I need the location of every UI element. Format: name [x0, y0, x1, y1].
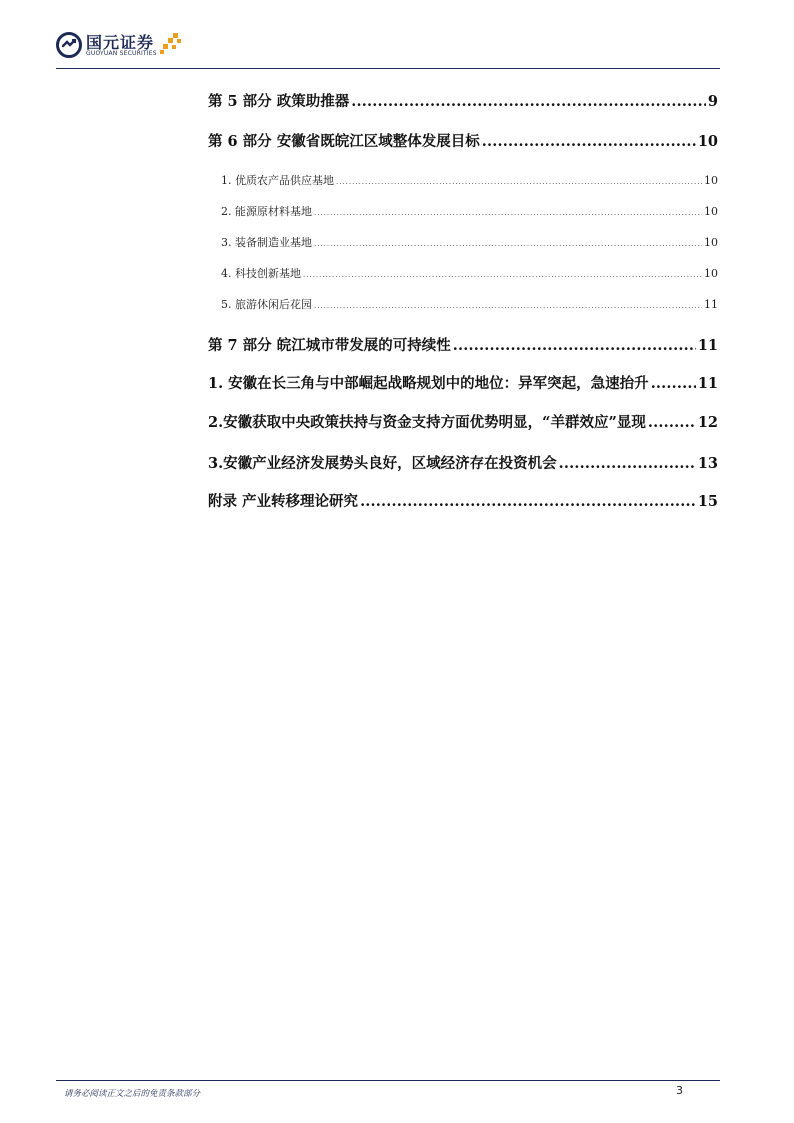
toc-leader-dots: [314, 209, 702, 217]
toc-leader-dots: [351, 93, 706, 110]
toc-entry-page: 11: [697, 375, 718, 392]
guoyuan-logo-icon: [56, 32, 82, 58]
toc-entry-page: 11: [697, 337, 718, 354]
toc-entry[interactable]: [208, 452, 718, 473]
toc-entry-page: 10: [704, 267, 718, 280]
footer-divider: [56, 1080, 720, 1081]
toc-leader-dots: [651, 375, 696, 392]
toc-entry-label: 1. 优质农产品供应基地: [221, 174, 334, 187]
toc-entry[interactable]: [208, 203, 718, 219]
toc-entry[interactable]: [208, 234, 718, 250]
toc-entry-label: 3. 装备制造业基地: [221, 236, 312, 249]
toc-entry-label: 1. 安徽在长三角与中部崛起战略规划中的地位：异军突起，急速抬升: [208, 375, 649, 392]
toc-leader-dots: [336, 178, 702, 186]
toc-leader-dots: [482, 133, 696, 150]
toc-entry-label: 3.安徽产业经济发展势头良好，区域经济存在投资机会: [208, 455, 557, 472]
toc-entry-page: 13: [697, 455, 718, 472]
toc-entry[interactable]: [208, 411, 718, 432]
logo-text-cn: 国元证券: [86, 33, 155, 52]
toc-entry[interactable]: [208, 490, 718, 511]
toc-entry-page: 12: [697, 414, 718, 431]
header-divider: [56, 68, 720, 69]
toc-entry-label: 4. 科技创新基地: [221, 267, 301, 280]
toc-entry-page: 11: [704, 298, 718, 311]
toc-leader-dots: [453, 337, 696, 354]
toc-entry-label: 2. 能源原材料基地: [221, 205, 312, 218]
logo-text-en: GUOYUAN SECURITIES: [86, 50, 157, 57]
toc-entry[interactable]: [208, 90, 718, 111]
toc-entry[interactable]: [208, 334, 718, 355]
toc-entry[interactable]: [208, 296, 718, 312]
toc-entry-page: 10: [704, 174, 718, 187]
toc-entry-label: 5. 旅游休闲后花园: [221, 298, 312, 311]
toc-entry[interactable]: [208, 172, 718, 188]
header-logo: [56, 28, 386, 62]
toc-entry-label: 附录 产业转移理论研究: [208, 493, 359, 510]
toc-leader-dots: [648, 414, 696, 431]
disclaimer-note: 请务必阅读正文之后的免责条款部分: [64, 1089, 201, 1099]
toc-entry-label: 第 5 部分 政策助推器: [208, 93, 350, 110]
toc-leader-dots: [303, 271, 702, 279]
page-number: 3: [676, 1084, 683, 1097]
toc-entry-label: 2.安徽获取中央政策扶持与资金支持方面优势明显，“羊群效应”显现: [208, 414, 646, 431]
toc-entry-page: 15: [697, 493, 718, 510]
toc-entry-label: 第 7 部分 皖江城市带发展的可持续性: [208, 337, 451, 354]
toc-entry-page: 10: [697, 133, 718, 150]
toc-leader-dots: [314, 302, 702, 310]
toc-entry-page: 9: [707, 93, 718, 110]
toc-leader-dots: [314, 240, 702, 248]
toc-entry[interactable]: [208, 265, 718, 281]
toc-entry-label: 第 6 部分 安徽省既皖江区域整体发展目标: [208, 133, 480, 150]
toc-leader-dots: [360, 493, 696, 510]
toc-entry-page: 10: [704, 205, 718, 218]
toc-entry[interactable]: [208, 372, 718, 393]
logo-squares-icon: [160, 32, 182, 54]
toc-entry[interactable]: [208, 130, 718, 151]
toc-leader-dots: [559, 455, 696, 472]
toc-entry-page: 10: [704, 236, 718, 249]
